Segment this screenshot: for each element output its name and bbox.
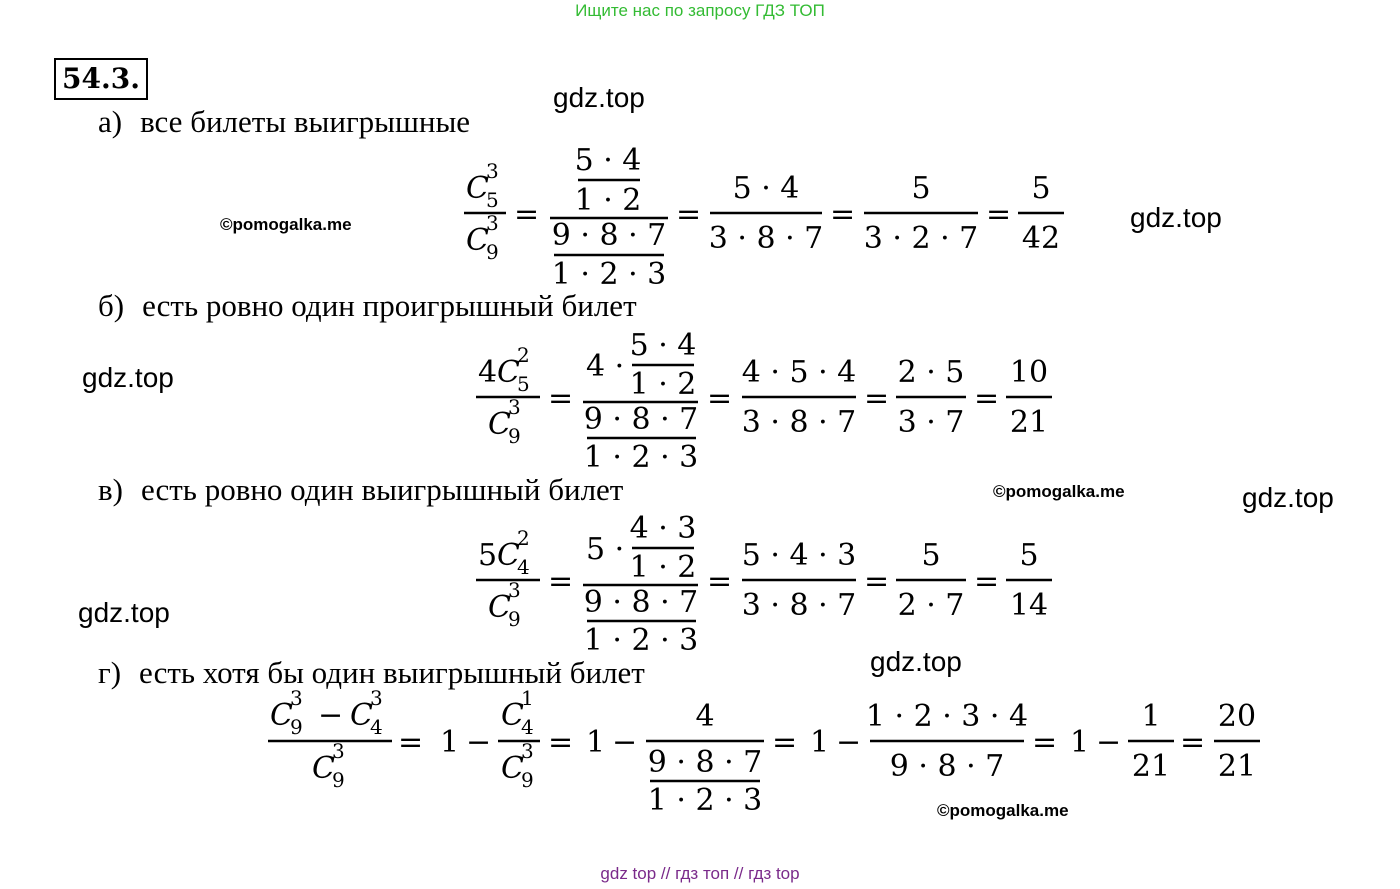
formula-d-eq-5: = <box>1180 725 1206 760</box>
formula-b-step2-den: 3 · 7 <box>897 405 965 440</box>
formula-c-step2-num: 5 <box>921 538 941 573</box>
formula-c-complex-coef: 5 · <box>586 532 625 567</box>
formula-a-step2-den: 3 · 2 · 7 <box>863 221 979 256</box>
formula-d-eq-1: = <box>398 725 424 760</box>
formula-b-complex-bot-num: 9 · 8 · 7 <box>583 402 699 437</box>
formula-b-lhs-den-sub: 9 <box>508 424 521 448</box>
formula-a-step1-num: 5 · 4 <box>732 171 800 206</box>
formula-d-minus-2: − <box>612 725 638 760</box>
formula-d-frac5-den: 21 <box>1131 749 1171 784</box>
formula-a-lhs-num-base: C <box>466 171 489 206</box>
formula-b-lhs-den-base: C <box>488 407 511 442</box>
formula-a-lhs-num-sub: 5 <box>486 188 499 212</box>
formula-c-lhs-num <box>478 526 530 579</box>
formula-a <box>464 143 1064 292</box>
item-b-letter: б) <box>98 288 125 323</box>
footer-links[interactable]: gdz top // гдз топ // гдз top <box>600 864 800 883</box>
formula-d-frac2-num-base: C <box>501 698 524 733</box>
formula-a-eq-2: = <box>676 197 702 232</box>
formula-c-lhs-den-base: C <box>488 590 511 625</box>
formula-a-eq-3: = <box>830 197 856 232</box>
formula-b-step1-den: 3 · 8 · 7 <box>741 405 857 440</box>
formula-b-lhs-num-base: C <box>497 355 520 390</box>
item-c-text: есть ровно один выигрышный билет <box>140 472 624 507</box>
formula-d-lhs-num2-sup: 3 <box>370 686 383 710</box>
watermark-gdz-2: gdz.top <box>1130 202 1222 233</box>
formula-b-step3-den: 21 <box>1009 405 1049 440</box>
item-d-text: есть хотя бы один выигрышный билет <box>139 655 645 690</box>
formula-d-lhs-num1-sub: 9 <box>290 715 303 739</box>
formula-a-complex-bot-den: 1 · 2 · 3 <box>551 257 667 292</box>
formula-d-frac5-num: 1 <box>1141 699 1161 734</box>
formula-d-frac2-num <box>501 686 534 739</box>
formula-d-lhs-num2-sub: 4 <box>370 715 383 739</box>
formula-a-lhs-den-base: C <box>466 223 489 258</box>
formula-d <box>268 686 1260 818</box>
formula-d-lhs-num <box>270 686 383 739</box>
formula-b-lhs-num <box>478 343 530 396</box>
formula-b-lhs-den-sup: 3 <box>508 395 521 419</box>
formula-d-one-4: 1 <box>1070 725 1090 760</box>
formula-d-frac2-den <box>501 739 534 792</box>
formula-c-lhs-num-base: C <box>497 538 520 573</box>
problem-number: 54.3. <box>54 58 148 100</box>
formula-d-eq-4: = <box>1032 725 1058 760</box>
formula-a-lhs-den-sub: 9 <box>486 240 499 264</box>
formula-a-lhs-num <box>466 159 499 212</box>
formula-b-step1-num: 4 · 5 · 4 <box>741 355 857 390</box>
formula-b-lhs-num-sub: 5 <box>517 372 530 396</box>
formula-b-lhs-den <box>488 395 521 448</box>
formula-c-eq-2: = <box>707 564 733 599</box>
formula-c-eq-1: = <box>548 564 574 599</box>
formula-a-complex-top-den: 1 · 2 <box>574 183 642 218</box>
formula-d-frac4-den: 9 · 8 · 7 <box>889 749 1005 784</box>
formula-a-step3-den: 42 <box>1021 221 1061 256</box>
formula-c-lhs-coef: 5 <box>478 538 498 573</box>
formula-b-step2-num: 2 · 5 <box>897 355 965 390</box>
formula-d-minus-1: − <box>466 725 492 760</box>
formula-a-lhs-den <box>466 211 499 264</box>
formula-a-complex-bot-num: 9 · 8 · 7 <box>551 218 667 253</box>
formula-d-result-num: 20 <box>1217 699 1257 734</box>
formula-b-complex-coef: 4 · <box>586 349 625 384</box>
formula-d-eq-3: = <box>772 725 798 760</box>
formula-c-step2-den: 2 · 7 <box>897 588 965 623</box>
watermark-gdz-4: gdz.top <box>1242 482 1334 513</box>
watermark-gdz-5: gdz.top <box>78 597 170 628</box>
formula-d-lhs-den-base: C <box>312 751 335 786</box>
formula-b-eq-2: = <box>707 381 733 416</box>
formula-c-complex-top-den: 1 · 2 <box>629 550 697 585</box>
formula-d-eq-2: = <box>548 725 574 760</box>
formula-d-one-1: 1 <box>440 725 460 760</box>
formula-a-step3-num: 5 <box>1031 171 1051 206</box>
formula-d-complex-bot-den: 1 · 2 · 3 <box>647 783 763 818</box>
formula-d-frac2-num-sup: 1 <box>521 686 534 710</box>
formula-c <box>476 511 1052 658</box>
formula-d-result-den: 21 <box>1217 749 1257 784</box>
top-banner: Ищите нас по запросу ГДЗ ТОП <box>575 1 825 20</box>
formula-d-frac2-den-base: C <box>501 751 524 786</box>
formula-a-eq-1: = <box>514 197 540 232</box>
formula-b <box>476 328 1052 475</box>
formula-d-frac2-den-sup: 3 <box>521 739 534 763</box>
item-a-text: все билеты выигрышные <box>140 104 471 139</box>
formula-c-complex-bot-den: 1 · 2 · 3 <box>583 623 699 658</box>
formula-d-complex-bot-num: 9 · 8 · 7 <box>647 745 763 780</box>
formula-b-eq-1: = <box>548 381 574 416</box>
formula-b-complex-bot-den: 1 · 2 · 3 <box>583 440 699 475</box>
formula-c-lhs-den-sup: 3 <box>508 578 521 602</box>
watermark-gdz-3: gdz.top <box>82 362 174 393</box>
formula-c-lhs-num-sub: 4 <box>517 555 530 579</box>
formula-b-eq-3: = <box>864 381 890 416</box>
formula-c-step3-num: 5 <box>1019 538 1039 573</box>
watermark-pomogalka-2: ©pomogalka.me <box>993 482 1125 501</box>
formula-c-eq-3: = <box>864 564 890 599</box>
formula-d-minus-4: − <box>1096 725 1122 760</box>
formula-c-step3-den: 14 <box>1009 588 1049 623</box>
formula-d-complex-num: 4 <box>695 699 715 734</box>
watermark-pomogalka-3: ©pomogalka.me <box>937 801 1069 820</box>
formula-c-complex-top-num: 4 · 3 <box>629 511 697 546</box>
formula-d-one-2: 1 <box>586 725 606 760</box>
item-c-letter: в) <box>98 472 123 507</box>
item-a-letter: а) <box>98 104 123 139</box>
formula-a-lhs-den-sup: 3 <box>486 211 499 235</box>
formula-d-lhs-num2-base: C <box>350 698 373 733</box>
formula-d-lhs-num1-sup: 3 <box>290 686 303 710</box>
formula-c-eq-4: = <box>974 564 1000 599</box>
formula-c-step1-num: 5 · 4 · 3 <box>741 538 857 573</box>
formula-c-lhs-den <box>488 578 521 631</box>
formula-d-lhs-minus: − <box>318 698 344 733</box>
formula-a-eq-4: = <box>986 197 1012 232</box>
formula-c-lhs-den-sub: 9 <box>508 607 521 631</box>
watermark-gdz-1: gdz.top <box>553 82 645 113</box>
formula-c-step1-den: 3 · 8 · 7 <box>741 588 857 623</box>
formula-d-lhs-den-sub: 9 <box>332 768 345 792</box>
formula-c-complex-bot-num: 9 · 8 · 7 <box>583 585 699 620</box>
formula-b-lhs-coef: 4 <box>478 355 498 390</box>
formula-d-lhs-den-sup: 3 <box>332 739 345 763</box>
formula-b-step3-num: 10 <box>1009 355 1049 390</box>
formula-b-complex-top-num: 5 · 4 <box>629 328 697 363</box>
formula-a-complex-top-num: 5 · 4 <box>574 143 642 178</box>
item-d-letter: г) <box>98 655 122 690</box>
formula-b-eq-4: = <box>974 381 1000 416</box>
formula-d-minus-3: − <box>836 725 862 760</box>
formula-d-frac2-den-sub: 9 <box>521 768 534 792</box>
formula-a-step2-num: 5 <box>911 171 931 206</box>
item-b-text: есть ровно один проигрышный билет <box>142 288 637 323</box>
watermark-gdz-6: gdz.top <box>870 646 962 677</box>
formula-a-lhs-num-sup: 3 <box>486 159 499 183</box>
formula-d-lhs-num1-base: C <box>270 698 293 733</box>
formula-b-complex-top-den: 1 · 2 <box>629 367 697 402</box>
formula-c-lhs-num-sup: 2 <box>517 526 530 550</box>
formula-d-one-3: 1 <box>810 725 830 760</box>
formula-a-step1-den: 3 · 8 · 7 <box>708 221 824 256</box>
formula-b-lhs-num-sup: 2 <box>517 343 530 367</box>
formula-d-frac4-num: 1 · 2 · 3 · 4 <box>865 699 1029 734</box>
watermark-pomogalka-1: ©pomogalka.me <box>220 215 352 234</box>
formula-d-lhs-den <box>312 739 345 792</box>
formula-d-frac2-num-sub: 4 <box>521 715 534 739</box>
